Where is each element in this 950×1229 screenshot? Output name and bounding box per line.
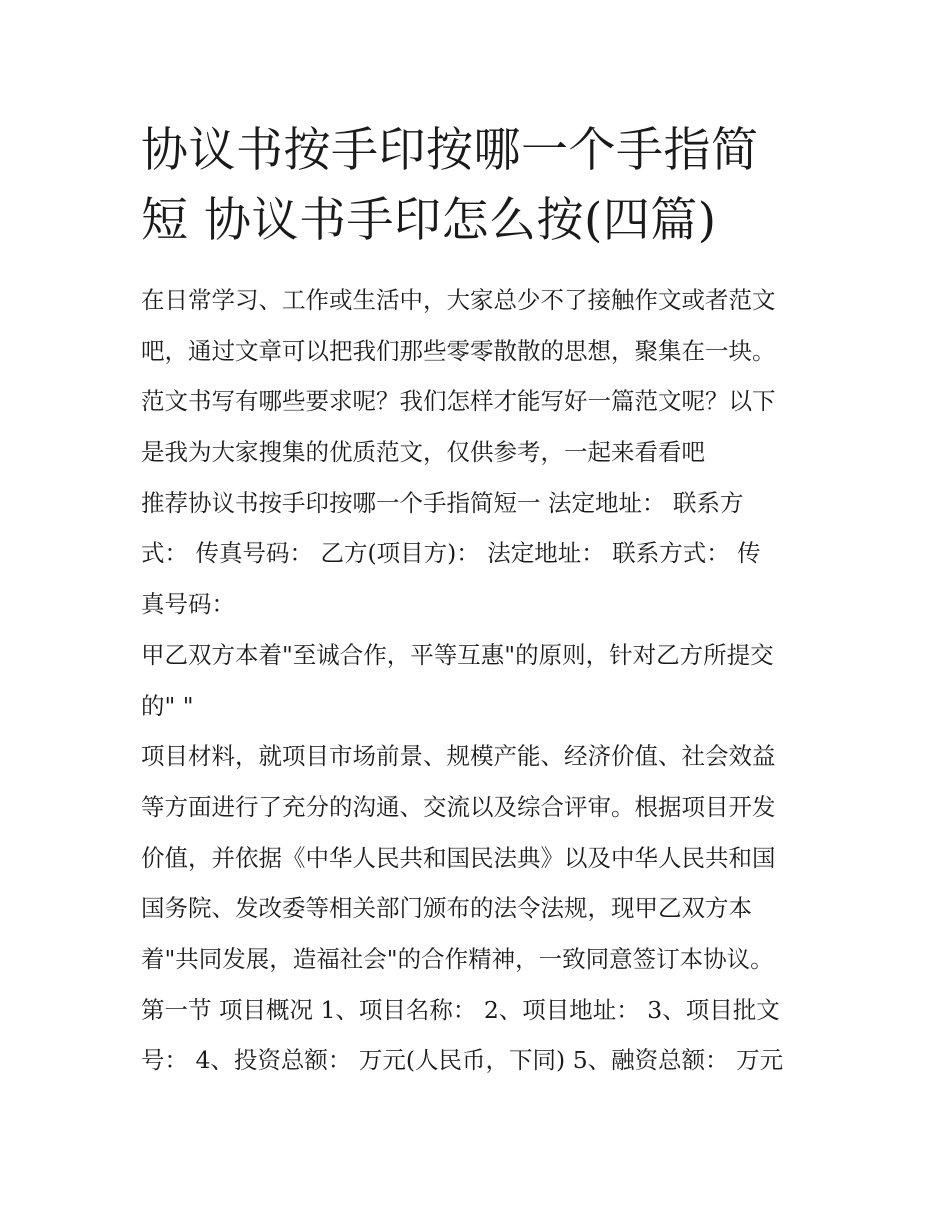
body-line: 着"共同发展，造福社会"的合作精神，一致同意签订本协议。 (141, 944, 774, 973)
body-line: 甲乙双方本着"至诚合作，平等互惠"的原则，针对乙方所提交 (141, 640, 774, 669)
body-line: 第一节 项目概况 1、项目名称： 2、项目地址： 3、项目批文 (141, 995, 780, 1024)
body-line: 的" " (141, 691, 194, 720)
title-line: 短 协议书手印怎么按(四篇) (141, 193, 717, 248)
body-line: 范文书写有哪些要求呢？我们怎样才能写好一篇范文呢？以下 (141, 387, 776, 416)
body-line: 在日常学习、工作或生活中，大家总少不了接触作文或者范文 (141, 286, 776, 314)
document-title (141, 116, 821, 256)
body-line: 是我为大家搜集的优质范文，仅供参考，一起来看看吧 (141, 438, 705, 467)
body-line: 推荐协议书按手印按哪一个手指简短一 法定地址： 联系方 (141, 488, 744, 517)
title-line: 协议书按手印按哪一个手指简 (141, 123, 759, 178)
body-line: 等方面进行了充分的沟通、交流以及综合评审。根据项目开发 (141, 792, 776, 821)
body-line: 式： 传真号码： 乙方(项目方)： 法定地址： 联系方式： 传 (141, 539, 761, 568)
body-line: 价值，并依据《中华人民共和国民法典》以及中华人民共和国 (141, 843, 776, 872)
body-line: 真号码： (141, 590, 235, 619)
body-line: 国务院、发改委等相关部门颁布的法令法规，现甲乙双方本 (141, 894, 752, 923)
body-line: 吧，通过文章可以把我们那些零零散散的思想，聚集在一块。 (141, 336, 776, 365)
body-line: 号： 4、投资总额： 万元(人民币，下同) 5、融资总额： 万元 (141, 1046, 784, 1075)
document-body (141, 275, 813, 1086)
body-line: 项目材料，就项目市场前景、规模产能、经济价值、社会效益 (141, 742, 776, 771)
